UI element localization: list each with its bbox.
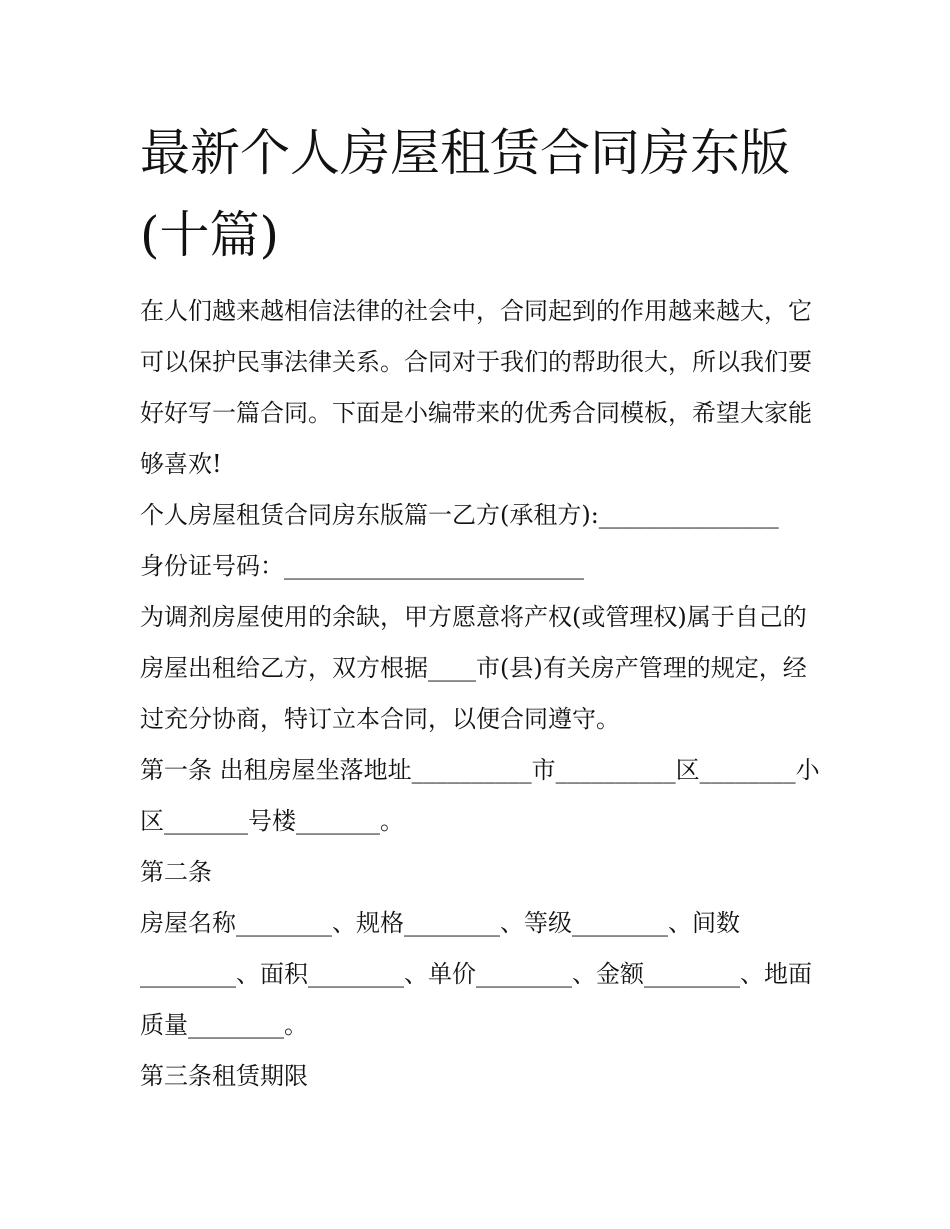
purpose-paragraph: 为调剂房屋使用的余缺，甲方愿意将产权(或管理权)属于自己的房屋出租给乙方，双方根据____市(县)有关房产管理的规定，经过充分协商，特订立本合同，以便合同遵守。 (140, 603, 807, 733)
article-3-heading: 第三条租赁期限 (140, 1062, 308, 1090)
document-title: 最新个人房屋租赁合同房东版(十篇) (140, 124, 790, 264)
article-2-heading: 第二条 (140, 858, 212, 886)
id-number-line: 身份证号码：_________________________ (140, 552, 584, 580)
intro-paragraph: 在人们越来越相信法律的社会中，合同起到的作用越来越大，它可以保护民事法律关系。合同对于我们的帮助很大，所以我们要好好写一篇合同。下面是小编带来的优秀合同模板，希望大家能够喜欢! (140, 297, 812, 478)
document-page (140, 112, 820, 1102)
article-2-body: 房屋名称________、规格________、等级________、间数________、面积________、单价________、金额________、地面质量________。 (140, 909, 812, 1039)
tenant-line: 个人房屋租赁合同房东版篇一乙方(承租方):_______________ (140, 501, 779, 529)
article-1: 第一条 出租房屋坐落地址__________市__________区________小区_______号楼_______。 (140, 756, 820, 835)
